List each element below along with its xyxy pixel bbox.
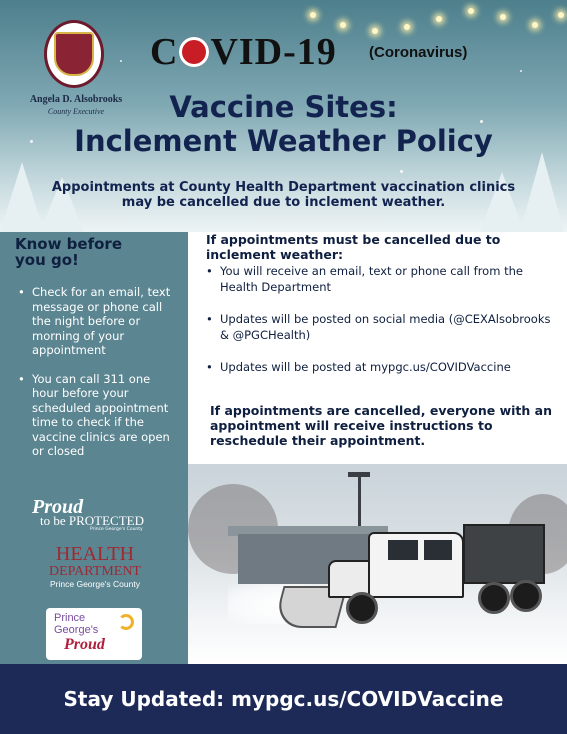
- seal-shield: [54, 32, 94, 76]
- proud-word: Proud: [32, 496, 84, 518]
- right-bullet: • You will receive an email, text or phone call from the Health Department: [206, 264, 551, 295]
- truck-window: [424, 540, 452, 560]
- covid-subtitle: (Coronavirus): [369, 44, 468, 61]
- right-bullet: • Updates will be posted on social media (@CEXAlsobrooks & @PGCHealth): [206, 312, 551, 343]
- virus-icon: [179, 37, 209, 67]
- know-before-line-2: you go!: [15, 251, 79, 269]
- cancellation-heading: If appointments must be cancelled due to inclement weather:: [206, 232, 501, 262]
- health-line-2: DEPARTMENT: [49, 564, 141, 579]
- know-before-heading: [15, 236, 175, 268]
- cancellation-closing: If appointments are cancelled, everyone with an appointment will receive instructions to reschedule their appointment.: [210, 403, 552, 448]
- left-bullet: • Check for an email, text message or phone call the night before or morning of your appointment: [18, 285, 180, 358]
- health-line-3: Prince George's County: [50, 579, 140, 589]
- health-line-1: HEALTH: [55, 543, 135, 565]
- left-bullet-list: [18, 285, 180, 473]
- footer-text: Stay Updated: mypgc.us/COVIDVaccine: [63, 687, 504, 711]
- wheel-icon: [346, 592, 378, 624]
- health-department-logo: [20, 544, 170, 589]
- truck-window: [388, 540, 418, 560]
- wheel-icon: [510, 580, 542, 612]
- intro-line-2: may be cancelled due to inclement weather.: [121, 195, 446, 210]
- pgp-line-1: Prince: [54, 612, 86, 624]
- pgp-line-3: Proud: [64, 636, 105, 653]
- proud-caption: Prince George's County: [90, 527, 143, 532]
- intro-line-1: Appointments at County Health Department vaccination clinics: [51, 180, 516, 195]
- protected-word: to be PROTECTED: [40, 513, 144, 528]
- page-title: [0, 90, 567, 158]
- covid-title: C VID-19: [150, 31, 337, 73]
- sun-icon: [118, 614, 134, 630]
- county-seal-icon: [44, 20, 104, 88]
- right-bullet-list: [206, 264, 551, 393]
- intro-text: [10, 180, 557, 210]
- wheel-icon: [478, 582, 510, 614]
- proud-protected-logo: [32, 496, 152, 536]
- right-bullet: • Updates will be posted at mypgc.us/COVIDVaccine: [206, 360, 551, 376]
- lamp-head: [348, 472, 370, 477]
- executive-title: County Executive: [47, 107, 105, 116]
- left-bullet: • You can call 311 one hour before your scheduled appointment time to check if the vaccine clinics are open or closed: [18, 372, 180, 459]
- know-before-line-1: Know before: [15, 235, 122, 253]
- truck-dump-bed: [463, 524, 545, 584]
- executive-name: Angela D. Alsobrooks: [29, 94, 123, 105]
- string-lights: [300, 0, 567, 40]
- title-line-1: Vaccine Sites:: [169, 90, 398, 124]
- pg-proud-logo: [46, 608, 142, 660]
- footer-banner: [0, 664, 567, 734]
- title-line-2: Inclement Weather Policy: [74, 124, 493, 158]
- pgp-line-2: George's: [54, 624, 99, 636]
- snowplow-photo: [188, 464, 567, 664]
